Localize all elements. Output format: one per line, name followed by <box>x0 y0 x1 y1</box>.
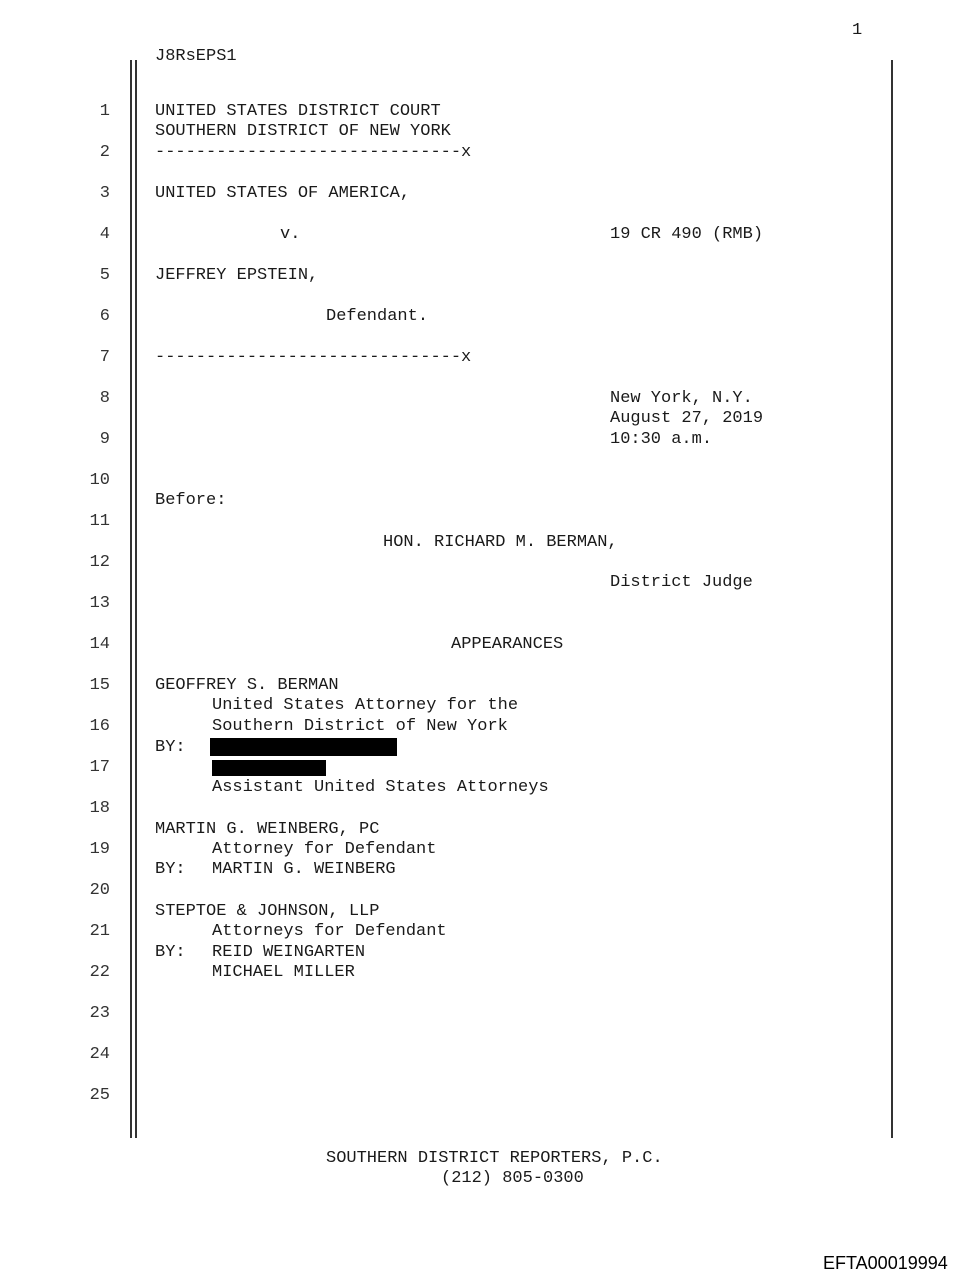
defense2-attorney1: REID WEINGARTEN <box>212 943 366 962</box>
defense1-firm-name: MARTIN G. WEINBERG, PC <box>155 820 380 839</box>
defense2-firm-name: STEPTOE & JOHNSON, LLP <box>155 902 380 921</box>
before-label: Before: <box>155 491 227 510</box>
line-number: 19 <box>89 840 110 859</box>
line-number: 25 <box>89 1086 110 1105</box>
defense1-by-label: BY: <box>155 860 186 879</box>
right-margin-line <box>891 60 893 1138</box>
page-number: 1 <box>852 21 863 40</box>
caption-divider-bottom: ------------------------------x <box>155 348 472 367</box>
session-location: New York, N.Y. <box>610 389 753 408</box>
line-number: 12 <box>89 553 110 572</box>
line-number: 21 <box>89 922 110 941</box>
session-time: 10:30 a.m. <box>610 430 713 449</box>
line-number: 3 <box>99 184 110 203</box>
defense1-attorney: MARTIN G. WEINBERG <box>212 860 396 879</box>
line-number: 9 <box>99 430 110 449</box>
bates-number: EFTA00019994 <box>823 1253 948 1273</box>
line-number: 24 <box>89 1045 110 1064</box>
government-counsel-role-line1: United States Attorney for the <box>212 696 519 715</box>
defense2-by-label: BY: <box>155 943 186 962</box>
court-name-line2: SOUTHERN DISTRICT OF NEW YORK <box>155 122 451 141</box>
judge-name: HON. RICHARD M. BERMAN, <box>383 533 618 552</box>
defense2-attorney2: MICHAEL MILLER <box>212 963 355 982</box>
line-number: 5 <box>99 266 110 285</box>
line-number: 17 <box>89 758 110 777</box>
assistants-label: Assistant United States Attorneys <box>212 778 549 797</box>
line-number: 1 <box>99 102 110 121</box>
redaction-box <box>212 760 326 776</box>
line-number: 14 <box>89 635 110 654</box>
line-number: 11 <box>89 512 110 531</box>
left-margin-line-inner <box>135 60 137 1138</box>
government-by-label: BY: <box>155 738 186 757</box>
government-counsel-role-line2: Southern District of New York <box>212 717 508 736</box>
defense2-role: Attorneys for Defendant <box>212 922 447 941</box>
line-number: 15 <box>89 676 110 695</box>
defense1-role: Attorney for Defendant <box>212 840 437 859</box>
appearances-heading: APPEARANCES <box>451 635 564 654</box>
line-number: 6 <box>99 307 110 326</box>
line-number: 23 <box>89 1004 110 1023</box>
caption-divider-top: ------------------------------x <box>155 143 472 162</box>
line-number: 7 <box>99 348 110 367</box>
header-code: J8RsEPS1 <box>155 47 237 66</box>
court-name-line1: UNITED STATES DISTRICT COURT <box>155 102 441 121</box>
session-date: August 27, 2019 <box>610 409 764 428</box>
line-number: 18 <box>89 799 110 818</box>
plaintiff-name: UNITED STATES OF AMERICA, <box>155 184 411 203</box>
line-number: 16 <box>89 717 110 736</box>
line-number: 8 <box>99 389 110 408</box>
redaction-box <box>210 738 397 756</box>
reporter-phone: (212) 805-0300 <box>441 1169 584 1188</box>
line-number: 22 <box>89 963 110 982</box>
defendant-label: Defendant. <box>326 307 429 326</box>
versus-label: v. <box>280 225 301 244</box>
government-counsel-name: GEOFFREY S. BERMAN <box>155 676 339 695</box>
judge-title: District Judge <box>610 573 753 592</box>
line-number: 13 <box>89 594 110 613</box>
left-margin-line-outer <box>130 60 132 1138</box>
defendant-name: JEFFREY EPSTEIN, <box>155 266 319 285</box>
case-number: 19 CR 490 (RMB) <box>610 225 764 244</box>
line-number: 20 <box>89 881 110 900</box>
line-number: 10 <box>89 471 110 490</box>
line-number: 2 <box>99 143 110 162</box>
line-number: 4 <box>99 225 110 244</box>
reporter-name: SOUTHERN DISTRICT REPORTERS, P.C. <box>326 1149 663 1168</box>
